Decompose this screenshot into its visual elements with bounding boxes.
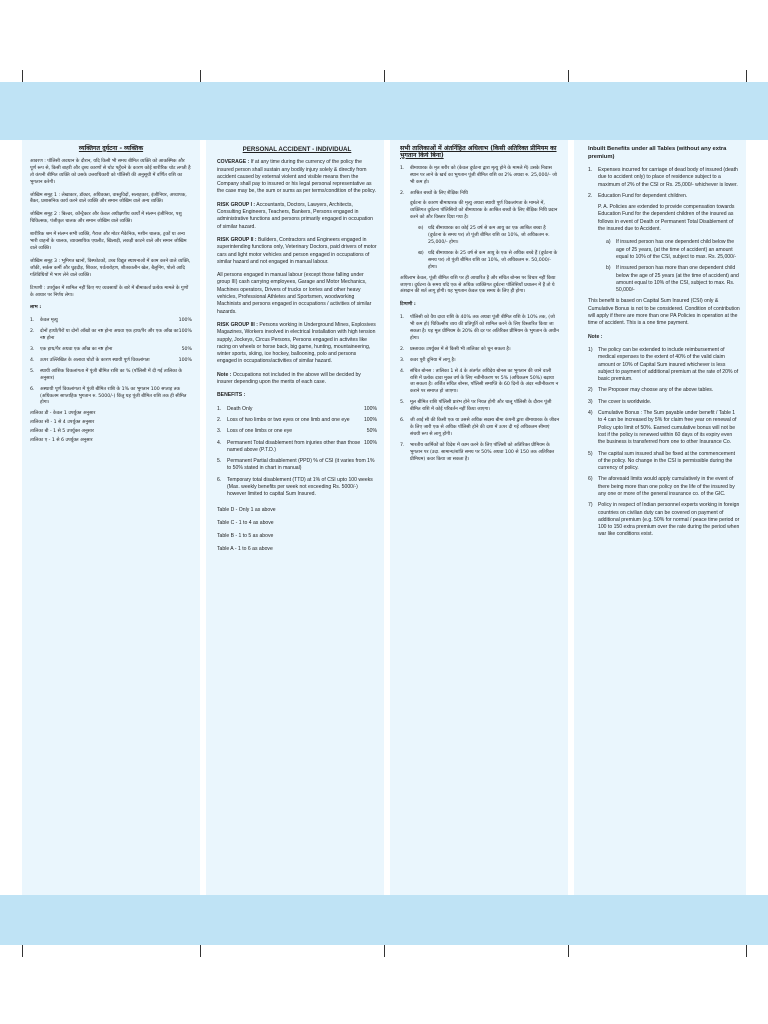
benefit-subitem: b) If insured person has more than one dependent child below the age of 25 years (at the time of accident) and amount equal to 10% of the CSI, subject to max. Rs. 50,000/- — [606, 265, 739, 294]
benefit-subitem: क) यदि बीमाधारक का कोई 25 वर्ष से कम आयु का एक आश्रित बच्चा है (दुर्घटना के समय पर) तो पूंजी बीमित राशि का 10%, जो अधिकतम रु. 25,000/- होगा। — [418, 226, 550, 245]
crop-mark — [200, 945, 201, 957]
crop-mark — [384, 945, 385, 957]
benefit-item: 5. Permanent Partial disablement (PPD) % of CSI (it varies from 1% to 50% stated in chart in manual) — [217, 458, 375, 472]
col1-para: आवरण : पॉलिसी अवधान के दौरान, यदि किसी भी समय बीमित व्यक्ति को आकस्मिक और पूर्ण रूप से, किसी बाहरी और दृश्य कारणों से चोट पहुँचने के कारण कोई शारीरिक चोट लगती है तो कंपनी बीमित व्यक्ति को उसके उत्तराधिकारी को पॉलिसी की अनुसूची में वर्णित राशि का भुगतान करेगी। — [30, 158, 191, 185]
benefit-item: 2. दोनों हाथों/पैरों या दोनों आँखों का नष्ट होना अथवा एक हाथ/पैर और एक आँख का नष्ट होना 100% — [30, 329, 192, 342]
table-line: Table B - 1 to 5 as above — [217, 533, 274, 540]
note-item: 6) The aforesaid limits would apply cumulatively in the event of there being more than one policy on the life of the insured by any one or more of the general insurance co. of the GIC. — [588, 476, 735, 497]
col1-para: जोखिम समूह 3 : भूमिगत खानों, विस्फोटकों, उच्च विद्युत स्थापनाओं में काम करने वाले व्यक्ति, जॉकी, सर्कस कर्मी और घुड़दौड़, शिकार, पर्वतारोहण, शीतकालीन खेल, बैलूनिंग, पोलो आदि गतिविधियों में भाग लेने वाले व्यक्ति। — [30, 258, 191, 278]
note-item: 5) The capital sum insured shall be fixed at the commencement of the policy. No change in the CSI is permissible during the currency of policy. — [588, 450, 736, 472]
col1-para: जोखिम समूह 1 : लेखाकार, डॉक्टर, अधिवक्ता, वास्तुविदों, सलाहकार, इंजीनियर, अध्यापक, बैंकर, प्रशासनिक कार्य करने वाले व्यक्ति और समान जोखिम वाले अन्य व्यक्ति। — [30, 192, 187, 205]
benefit-subitem: ख) यदि बीमाधारक के 25 वर्ष से कम आयु के एक से अधिक बच्चे हैं (दुर्घटना के समय पर) तो पूंजी बीमित राशि का 10%, जो अधिकतम रु. 50,000/- होगा। — [418, 250, 558, 270]
note-item: 2. प्रस्तावक उपर्युक्त में से किसी भी तालिका को चुन सकता है। — [400, 346, 511, 352]
column-hindi-pa — [30, 144, 192, 892]
note-item: 7. भारतीय कार्मिकों को विदेश में काम करने के लिए पॉलिसी को अतिरिक्त प्रीमियम के भुगतान पर (उदा. सामान्य/शांति समय पर 50% अथवा 100 से 150 तक अतिरिक्त प्रीमियम) कवर किया जा सकता है। — [400, 442, 555, 462]
crop-mark — [568, 70, 569, 82]
note-item: 1. पॉलिसी को वैध दावा राशि के 40% तक अथवा पूंजी बीमित राशि के 10% तक, (जो भी कम हो) चिकित्सीय व्यय की प्रतिपूर्ति को शामिल करने के लिए विस्तारित किया जा सकता है। यह मूल प्रीमियम के 20% की दर पर अतिरिक्त प्रीमियम के भुगतान के अधीन होगा। — [400, 315, 559, 341]
note-item: 4. संचित बोनस : तालिका 1 से 4 के अंतर्गत अधिदेय बोनस का भुगतान की जाने वाली राशि में प्रत्येक दावा मुक्त वर्ष के लिए नवीनीकरण पर 5% (अधिकतम 50%) बढ़ाया जा सकता है। अर्जित संचित बोनस, पॉलिसी समाप्ति के 60 दिनों के अंदर नवीनीकरण न कराने पर समाप्त हो जाएगा। — [400, 368, 559, 395]
risk-group-2b: All persons engaged in manual labour (except those falling under group III) cash carrying employees, Garage and Motor Mechanics, Machines operators, Drivers of trucks or lorries and other heavy vehicles, Professional Athletes and Sportsmen, woodworking Machinists and persons engaged in occupations / activities of similar hazards. — [217, 272, 372, 315]
bottom-band — [0, 895, 768, 945]
col4-note-head: Note : — [588, 333, 603, 340]
crop-mark — [568, 945, 569, 957]
benefit-item: 1. Expenses incurred for carriage of dead body of insured (death due to accident only) to place of residence subject to a maximum of 2% of the CSI or Rs. 25,000/- whichever is lower. — [588, 167, 738, 188]
col2-title: PERSONAL ACCIDENT - INDIVIDUAL — [242, 146, 352, 153]
top-band — [0, 82, 768, 140]
crop-mark — [746, 945, 747, 957]
col1-title: व्यक्तिगत दुर्घटना - व्यक्तिक — [78, 145, 144, 152]
education-fund-text: P. A. Policies are extended to provide compensation towards Education Fund for the dependent children of the insured as follows in event of Death or Permanent Total Disablement of the insured due to Accident. — [598, 204, 735, 233]
column-pa-individual — [217, 144, 377, 892]
note-item: 5. मूल बीमित राशि पॉलिसी प्रारंभ होने पर नियत होगी और चालू पॉलिसी के दौरान पूंजी बीमित राशि में कोई परिवर्तन नहीं किया जाएगा। — [400, 400, 552, 413]
benefit-item: 2. Education Fund for dependent children. — [588, 192, 688, 199]
column-hindi-benefits — [400, 144, 560, 892]
benefit-item: 3. एक हाथ/पैर अथवा एक आँख का नष्ट होना 50% — [30, 347, 192, 353]
note-text: Note : Occupations not included in the above will be decided by insurer depending upon the merits of each case. — [217, 371, 361, 386]
col3-notes-head: टिप्पणी : — [400, 302, 416, 308]
benefit-subitem: a) If insured person has one dependent child below the age of 25 years, (at the time of accident) an amount equal to 10% of the CSI, subject to max. Rs. 25,000/- — [606, 239, 737, 260]
note-item: 3) The cover is worldwide. — [588, 398, 652, 405]
table-line: Table D - Only 1 as above — [217, 506, 276, 513]
note-item: 1) The policy can be extended to include reimbursement of medical expenses to the extent of 40% of the valid claim amount or 10% of Capital Sum insured whichever is less subject to payment of additional premium at the rate of 20% of basic premium. — [588, 346, 739, 383]
col4-para: This benefit is based on Capital Sum Insured (CSI) only & Cumulative Bonus is not to be considered. Condition of contribution will apply if there are more than one PA Policies in operation at the time of accident. This is a one time payment. — [588, 298, 740, 327]
risk-group-3: RISK GROUP III : Persons working in Underground Mines, Explosives Magazines, Workers involved in electrical Installation with high tension supply, Jockeys, Circus Persons, Persons engaged in activites like racing on wheels or horse back, big game, hunting, mountaineering, winter sports, skiing, ice hockey, ballooning, polo and persons engaged in occupations/activities of similar hazard. — [217, 321, 376, 365]
benefit-item: दुर्घटना के कारण बीमाधारक की मृत्यु अथवा स्थायी पूर्ण विकलांगता के मामले में, व्यक्तिगत दुर्घटना पॉलिसियों को बीमाधारक के आश्रित बच्चों के लिए शैक्षिक निधि प्रदान करने को और विस्तार दिया गया है। — [410, 201, 558, 221]
note-item: 3. कवर पूरी दुनिया में लागू है। — [400, 357, 456, 363]
note-item: 2) The Proposer may choose any of the above tables. — [588, 387, 714, 394]
col1-para: टिप्पणी : उपर्युक्त में शामिल नहीं किए गए व्यवसायों के बारे में बीमाकर्ता प्रत्येक मामले के गुणों के आधार पर निर्णय लेगा। — [30, 285, 189, 298]
benefit-item: 1. Death Only 100% — [217, 405, 377, 412]
benefit-item: 6. Temporary total disablement (TTD) at 1% of CSI upto 100 weeks (Max. weekly benefits per week not exceeding Rs. 5000/-) however limited to capital Sum Insured. — [217, 476, 373, 498]
note-item: 7) Policy in respect of Indian personnel experts working in foreign countries on civilian duty can be covered on payment of additional premium (e.g. 50% for normal / peace time period or 100 to 150 extra premium over the rate during the period when war like conditions exist. — [588, 502, 740, 538]
table-line: Table A - 1 to 6 as above — [217, 546, 273, 553]
benefit-item: 6. अस्थायी पूर्ण विकलांगता में पूंजी बीमित राशि के 1% का भुगतान 100 सप्ताह तक (अधिकतम साप्ताहिक भुगतान रु. 5000/-) किंतु यह पूंजी बीमित राशि तक ही सीमित होगा। — [30, 386, 187, 406]
benefit-item: 4. Permanent Total disablement from injuries other than those named above (P.T.D.) 100% — [217, 439, 377, 453]
table-line: तालिका सी - 1 से 4 उपर्युक्त अनुसार — [30, 420, 95, 426]
col1-benefits-head: लाभ : — [30, 305, 42, 311]
col1-para: शारीरिक श्रम में संलग्न सभी व्यक्ति, गैराज और मोटर मैकेनिक, मशीन चालक, ट्रकों या अन्य भारी वाहनों के चालक, व्यावसायिक एथलीट, खिलाड़ी, लकड़ी काटने वाले और समान जोखिम वाले व्यक्ति। — [30, 232, 187, 251]
coverage-text: COVERAGE : If at any time during the currency of the policy the insured person shall sustain any bodily injury solely & directly from accident caused by external violent and visible means then the Company shall pay to insured or his legal personal representative as the case may be, the sum or sums as per terms/condition of the policy. — [217, 159, 377, 195]
crop-mark — [22, 945, 23, 957]
crop-mark — [384, 70, 385, 82]
risk-group-1: RISK GROUP I : Accountants, Doctors, Lawyers, Architects, Consulting Engineers, Teachers, Bankers, Persons engaged in administrative functions and persons primarily engaged in occupation of similar hazard. — [217, 201, 374, 230]
note-item: 4) Cumulative Bonus : The Sum payable under benefit / Table 1 to 4 can be increased by 5% for claim free year on renewal of Policy upto limit of 50%. Earned cumulative bonus will not be lost if the policy is renewed within 60 days of its expiry even the business is transferred from one to other Insurance Co. — [588, 410, 737, 446]
note-item: 6. जी आई सी की किसी एक या उससे अधिक सदस्य बीमा कंपनी द्वारा बीमाधारक के जीवन के लिए जारी एक से अधिक पॉलिसी होने की दशा में ऊपर दी गई अधिकतम सीमाएं संचयी रूप से लागू होंगी। — [400, 418, 560, 437]
table-line: Table C - 1 to 4 as above — [217, 519, 274, 526]
benefits-head: BENEFITS : — [217, 392, 246, 399]
col4-title: Inbuilt Benefits under all Tables (without any extra premium) — [588, 146, 727, 160]
crop-mark — [22, 70, 23, 82]
crop-mark — [200, 70, 201, 82]
benefit-item: 4. ऊपर उल्लिखित के अलावा चोटों के कारण स्थायी पूर्ण विकलांगता 100% — [30, 357, 192, 363]
risk-group-2: RISK GROUP II : Builders, Contractors and Engineers engaged in superintending functions only, Veterinary Doctors, paid drivers of motor cars and light motor vehicles and person engaged in occupations of similar hazard and not engaged in manual labour. — [217, 236, 377, 265]
col1-para: जोखिम समूह 2 : बिल्डर, कॉन्ट्रैक्टर और केवल अधीक्षणीय कार्यों में संलग्न इंजीनियर, पशु चिकित्सक, पंजीकृत चालक और समान जोखिम वाले व्यक्ति। — [30, 212, 182, 225]
table-line: तालिका बी - 1 से 5 उपर्युक्त अनुसार — [30, 429, 94, 435]
benefit-item: 1. बीमाधारक के मृत शरीर को (केवल दुर्घटना द्वारा मृत्यु होने के मामले में) उसके निवास स्थान पर लाने के खर्च का भुगतान पूंजी बीमित राशि का 2% अथवा रु. 25,000/- जो भी कम हो। — [400, 165, 557, 185]
table-line: तालिका डी - केवल 1 उपर्युक्त अनुसार — [30, 411, 96, 417]
table-line: तालिका ए - 1 से 6 उपर्युक्त अनुसार — [30, 438, 93, 444]
col3-para: अधिलाभ केवल, पूंजी बीमित राशि पर ही आधारित है और संचित बोनस पर विचार नहीं किया जाएगा। दुर्घटना के समय यदि एक से अधिक व्यक्तिगत दुर्घटना पॉलिसियाँ प्रचालन में हैं तो ये अंशदान की शर्त लागू होगी। यह भुगतान केवल एक समय के लिए ही होगा। — [400, 275, 556, 295]
benefit-item: 3. Loss of one limbs or one eye 50% — [217, 428, 377, 435]
col3-title: सभी तालिकाओं में अंतर्निहित अधिलाभ (किसी अतिरिक्त प्रीमियम का भुगतान किये बिना) — [400, 145, 557, 159]
crop-mark — [746, 70, 747, 82]
benefit-item: 2. आश्रित बच्चों के लिए शैक्षिक निधि — [400, 190, 468, 196]
column-inbuilt-benefits — [588, 144, 740, 892]
benefit-item: 1. केवल मृत्यु 100% — [30, 318, 192, 324]
benefit-item: 2. Loss of two limbs or two eyes or one limb and one eye 100% — [217, 416, 377, 423]
benefit-item: 5. स्थायी आंशिक विकलांगता में पूंजी बीमित राशि का % (पॉलिसी में दी गई तालिका के अनुसार) — [30, 368, 183, 381]
